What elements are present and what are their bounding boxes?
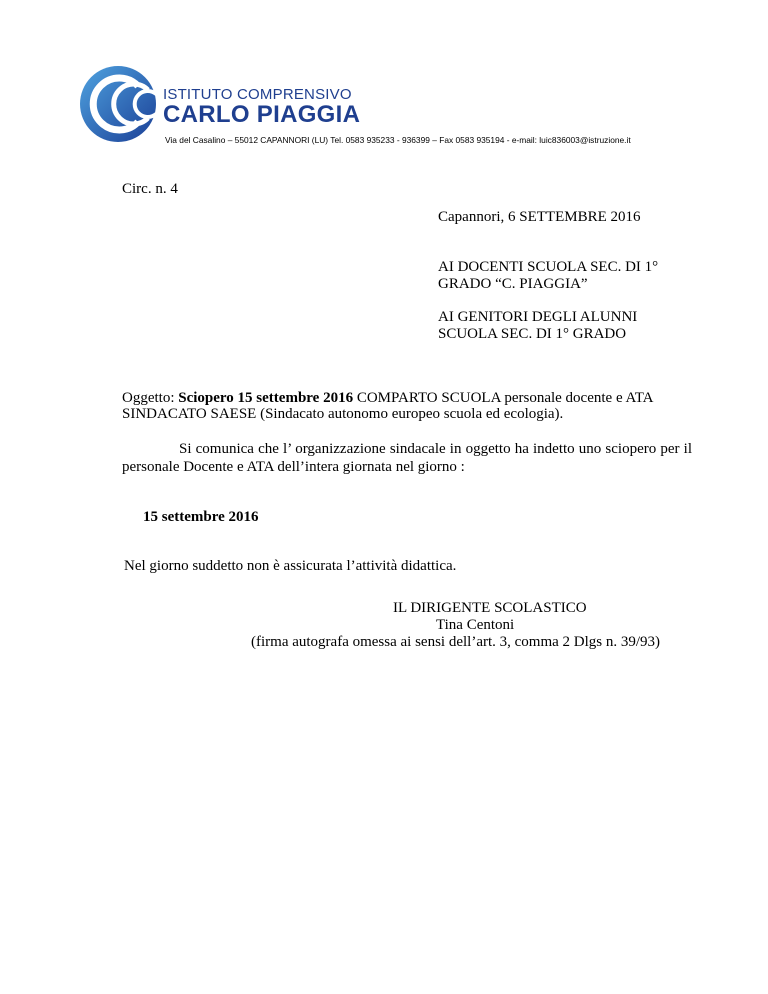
school-logo-icon (72, 64, 168, 144)
subject-label: Oggetto: (122, 390, 179, 406)
signature-name: Tina Centoni (436, 617, 515, 633)
subject-line (122, 390, 653, 407)
school-address: Via del Casalino – 55012 CAPANNORI (LU) Tel. 0583 935233 - 936399 – Fax 0583 935194 - e-mail: luic836003@istruzione.it (165, 135, 631, 145)
school-name-line1: ISTITUTO COMPRENSIVO (163, 86, 352, 103)
signature-title: IL DIRIGENTE SCOLASTICO (393, 600, 587, 616)
recipient-1-line1: AI DOCENTI SCUOLA SEC. DI 1° (438, 259, 659, 275)
school-name-line2: CARLO PIAGGIA (163, 101, 361, 128)
body-paragraph: Si comunica che l’ organizzazione sindacale in oggetto ha indetto uno sciopero per il personale Docente e ATA dell’intera giornata nel giorno : (122, 441, 692, 475)
recipient-1-line2: GRADO “C. PIAGGIA” (438, 276, 588, 292)
school-name (163, 87, 360, 127)
subject-bold: Sciopero 15 settembre 2016 (178, 390, 354, 406)
recipient-2-line1: AI GENITORI DEGLI ALUNNI (438, 309, 638, 325)
strike-date: 15 settembre 2016 (143, 509, 259, 525)
subject-rest: COMPARTO SCUOLA personale docente e ATA (353, 390, 654, 406)
notice: Nel giorno suddetto non è assicurata l’attività didattica. (124, 558, 457, 574)
document-date: Capannori, 6 SETTEMBRE 2016 (438, 209, 641, 225)
signature-note: (firma autografa omessa ai sensi dell’art. 3, comma 2 Dlgs n. 39/93) (251, 634, 661, 650)
circular-number: Circ. n. 4 (122, 181, 178, 197)
subject-line2: SINDACATO SAESE (Sindacato autonomo europeo scuola ed ecologia). (122, 406, 564, 422)
recipient-2-line2: SCUOLA SEC. DI 1° GRADO (438, 326, 627, 342)
